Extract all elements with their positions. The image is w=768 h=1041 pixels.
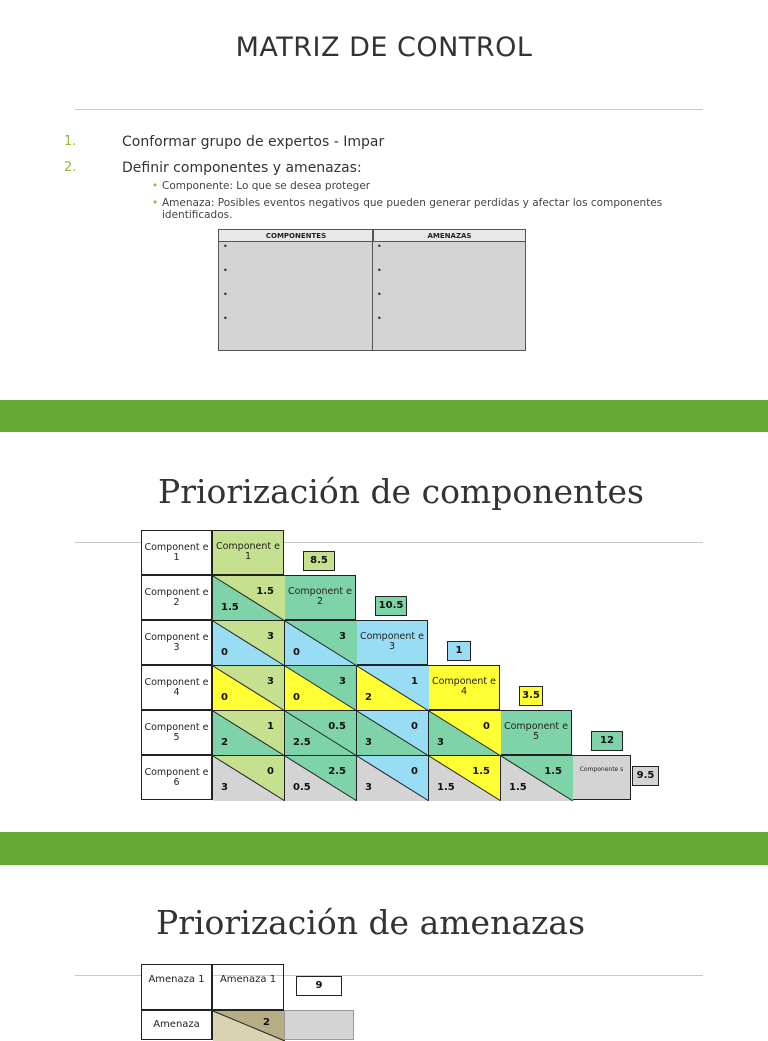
list-text: Conformar grupo de expertos - Impar <box>122 134 385 150</box>
component-comparison-cell <box>212 575 284 620</box>
component-total-box: 9.5 <box>632 766 659 786</box>
table-divider <box>372 230 373 350</box>
table-bullet: • <box>377 242 382 251</box>
cell-upper-value: 0 <box>411 766 418 777</box>
component-comparison-cell <box>212 665 284 710</box>
bullet-icon: • <box>152 180 159 192</box>
cell-upper-value: 1.5 <box>256 586 274 597</box>
table-bullet: • <box>223 290 228 299</box>
threat-diagonal-cell <box>212 964 284 1010</box>
table-bullet: • <box>223 314 228 323</box>
comparison-shading <box>285 711 357 756</box>
component-comparison-cell <box>284 665 356 710</box>
threat-diagonal-label: Amenaza 1 <box>219 974 277 985</box>
comparison-shading <box>213 666 285 711</box>
slide-separator-bar <box>0 400 768 432</box>
cell-upper-value: 1.5 <box>472 766 490 777</box>
title-divider <box>75 109 703 110</box>
component-diagonal-cell <box>500 710 572 755</box>
threat-row-label <box>141 1010 212 1040</box>
threat-row-label <box>141 964 212 1010</box>
bullet-icon: • <box>152 197 159 209</box>
component-total-box: 3.5 <box>519 686 543 706</box>
table-bullet: • <box>377 266 382 275</box>
row-label-text: Component e 2 <box>144 587 209 608</box>
cell-lower-value: 2.5 <box>293 737 311 748</box>
component-comparison-cell <box>500 755 572 800</box>
comparison-shading <box>213 621 285 666</box>
row-label-text: Component e 4 <box>144 677 209 698</box>
list-text: Definir componentes y amenazas: <box>122 160 362 176</box>
sub-item-componente <box>152 180 712 192</box>
slide-priorizacion-componentes <box>0 432 768 832</box>
component-comparison-cell <box>356 755 428 800</box>
component-total-box: 1 <box>447 641 471 661</box>
cell-upper-value: 1 <box>267 721 274 732</box>
component-comparison-cell <box>212 620 284 665</box>
component-row-label <box>141 755 212 800</box>
row-label-text: Component e 5 <box>144 722 209 743</box>
cell-lower-value: 0 <box>221 692 228 703</box>
component-row-label <box>141 575 212 620</box>
component-diagonal-cell <box>212 530 284 575</box>
cell-lower-value: 1.5 <box>221 602 239 613</box>
threat-comparison-cell <box>212 1010 284 1040</box>
comparison-shading <box>285 756 357 801</box>
cell-upper-value: 0 <box>267 766 274 777</box>
cell-upper-value: 0 <box>411 721 418 732</box>
component-comparison-cell <box>284 620 356 665</box>
cell-upper-value: 0 <box>483 721 490 732</box>
cell-lower-value: 3 <box>365 782 372 793</box>
diagonal-label: Component e 4 <box>431 676 497 697</box>
comparison-shading <box>285 621 357 666</box>
comparison-shading <box>501 756 573 801</box>
comparison-shading <box>213 756 285 801</box>
slide-priorizacion-amenazas <box>0 865 768 1030</box>
table-bullet: • <box>223 266 228 275</box>
component-diagonal-cell <box>572 755 631 800</box>
list-number: 2. <box>64 160 77 175</box>
component-comparison-cell <box>356 710 428 755</box>
threat-comparison-shading <box>213 1011 285 1041</box>
list-item-2 <box>0 160 768 180</box>
sub-item-amenaza <box>152 197 712 221</box>
component-row-label <box>141 710 212 755</box>
cell-lower-value: 0 <box>293 647 300 658</box>
component-comparison-cell <box>356 665 428 710</box>
cell-lower-value: 0 <box>221 647 228 658</box>
comparison-shading <box>357 756 429 801</box>
comparison-shading <box>213 711 285 756</box>
threat-diagonal-cell-2 <box>284 1010 354 1040</box>
comparison-shading <box>429 756 501 801</box>
cell-lower-value: 1.5 <box>437 782 455 793</box>
list-number: 1. <box>64 134 77 149</box>
cell-lower-value: 0.5 <box>293 782 311 793</box>
component-diagonal-cell <box>428 665 500 710</box>
comparison-shading <box>357 666 429 711</box>
table-bullet: • <box>223 242 228 251</box>
row-label-text: Component e 6 <box>144 767 209 788</box>
component-diagonal-cell <box>284 575 356 620</box>
diagonal-label: Component e 3 <box>359 631 425 652</box>
comparison-shading <box>429 711 501 756</box>
cell-lower-value: 3 <box>365 737 372 748</box>
slide-title: Priorización de componentes <box>158 472 644 511</box>
cell-lower-value: 3 <box>221 782 228 793</box>
components-threats-table <box>218 229 526 351</box>
row-label-text: Component e 3 <box>144 632 209 653</box>
table-bullet: • <box>377 314 382 323</box>
slide-title: MATRIZ DE CONTROL <box>235 32 533 63</box>
slide-matriz-de-control <box>0 0 768 400</box>
threat-row-label-text: Amenaza 1 <box>148 974 205 985</box>
cell-upper-value: 3 <box>267 676 274 687</box>
sub-item-text: Amenaza: Posibles eventos negativos que pueden generar perdidas y afectar los componentes identificados. <box>162 197 663 221</box>
component-comparison-cell <box>212 755 284 800</box>
cell-lower-value: 2 <box>221 737 228 748</box>
component-comparison-cell <box>428 755 500 800</box>
component-total-box: 10.5 <box>375 596 407 616</box>
diagonal-label: Component e 1 <box>215 541 281 562</box>
comparison-shading <box>285 666 357 711</box>
component-comparison-cell <box>284 710 356 755</box>
component-total-box: 8.5 <box>303 551 335 571</box>
cell-upper-value: 3 <box>267 631 274 642</box>
diagonal-label: Componente s <box>579 766 624 773</box>
comparison-shading <box>357 711 429 756</box>
diagonal-label: Component e 2 <box>287 586 353 607</box>
cell-upper-value: 2.5 <box>328 766 346 777</box>
table-bullet: • <box>377 290 382 299</box>
cell-lower-value: 0 <box>293 692 300 703</box>
component-row-label <box>141 665 212 710</box>
threat-cell-upper-value: 2 <box>263 1017 270 1028</box>
component-total-box: 12 <box>591 731 623 751</box>
comparison-shading <box>213 576 285 621</box>
component-comparison-cell <box>212 710 284 755</box>
list-item-1 <box>0 134 768 154</box>
row-label-text: Component e 1 <box>144 542 209 563</box>
slide-title: Priorización de amenazas <box>156 903 585 942</box>
cell-lower-value: 1.5 <box>509 782 527 793</box>
table-header-amenazas: AMENAZAS <box>373 230 525 242</box>
component-row-label <box>141 620 212 665</box>
sub-item-text: Componente: Lo que se desea proteger <box>162 180 371 192</box>
cell-lower-value: 3 <box>437 737 444 748</box>
component-diagonal-cell <box>356 620 428 665</box>
slide-separator-bar <box>0 832 768 865</box>
table-header-componentes: COMPONENTES <box>219 230 373 242</box>
component-comparison-cell <box>284 755 356 800</box>
cell-upper-value: 3 <box>339 631 346 642</box>
component-row-label <box>141 530 212 575</box>
cell-lower-value: 2 <box>365 692 372 703</box>
cell-upper-value: 1.5 <box>544 766 562 777</box>
diagonal-label: Component e 5 <box>503 721 569 742</box>
threat-total-box: 9 <box>296 976 342 996</box>
cell-upper-value: 3 <box>339 676 346 687</box>
cell-upper-value: 0.5 <box>328 721 346 732</box>
cell-upper-value: 1 <box>411 676 418 687</box>
component-comparison-cell <box>428 710 500 755</box>
threat-row-label-text: Amenaza <box>153 1019 200 1030</box>
